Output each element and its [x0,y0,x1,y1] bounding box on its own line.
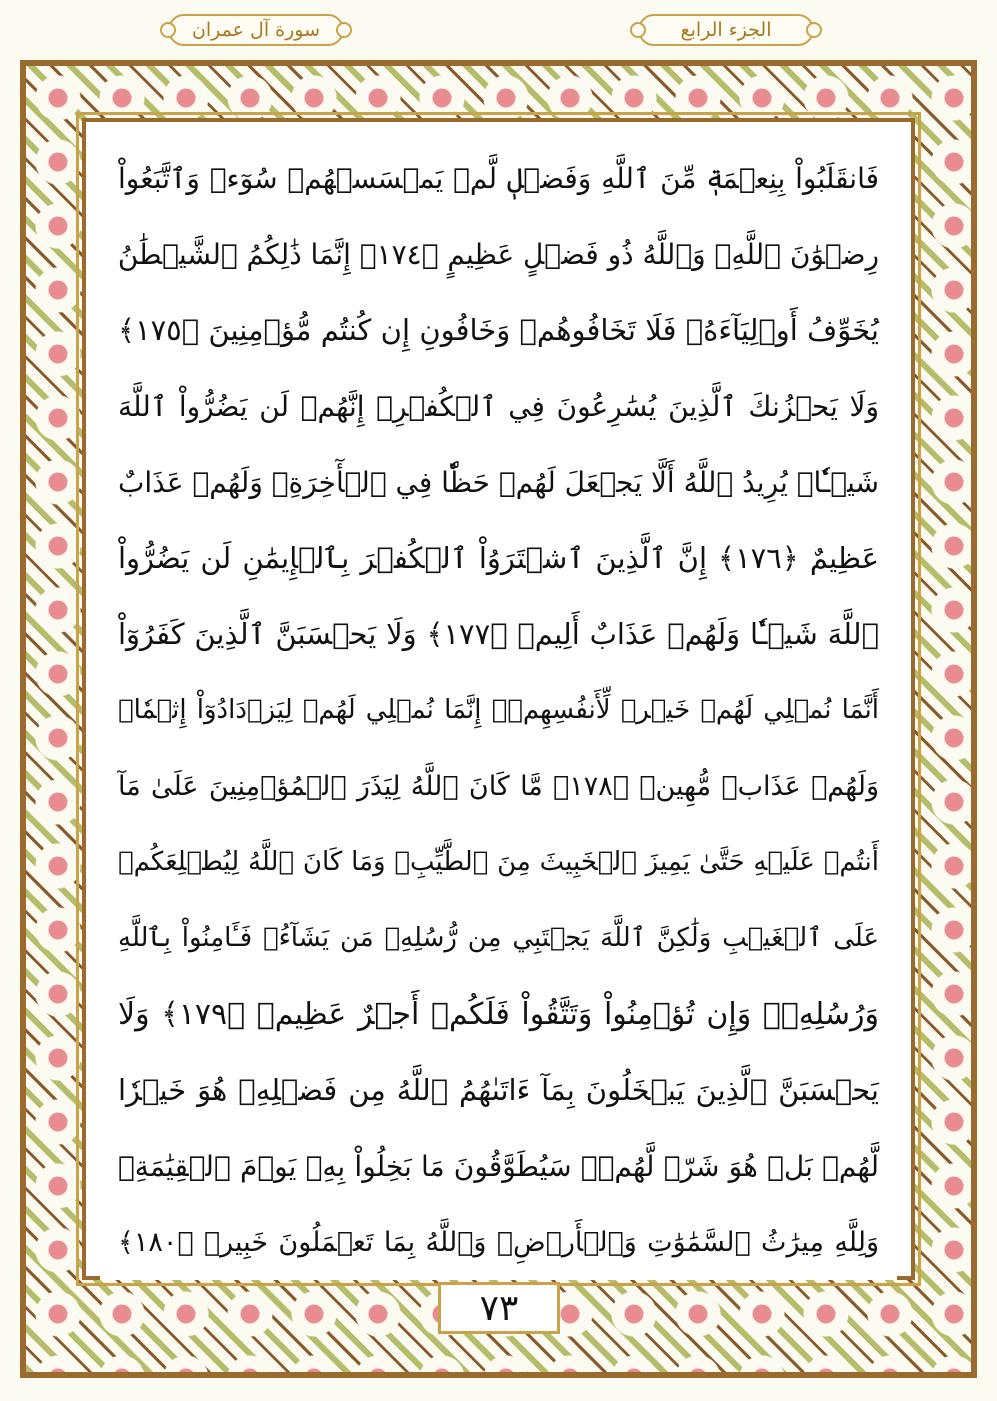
text-line-9: وَلَهُمۡ عَذَابٞ مُّهِينٞ ﴿١٧٨﴾ مَّا كَانَ ٱللَّهُ لِيَذَرَ ٱلۡمُؤۡمِنِينَ عَلَىٰ مَآ [118,770,879,802]
surah-label [168,14,344,46]
text-line-2: رِضۡوَٰنَ ٱللَّهِۗ وَٱللَّهُ ذُو فَضۡلٍ عَظِيمٍ ﴿١٧٤﴾ إِنَّمَا ذَٰلِكُمُ ٱلشَّيۡطَٰنُ [117,237,879,271]
text-line-1: فَانقَلَبُواْ بِنِعۡمَةٖ مِّنَ ٱللَّهِ وَفَضۡلٖ لَّمۡ يَمۡسَسۡهُمۡ سُوٓءٞ وَٱتَّبَعُواْ [118,161,879,195]
text-line-7: ٱللَّهَ شَيۡـٔٗا وَلَهُمۡ عَذَابٌ أَلِيمٞ ﴿١٧٧﴾ وَلَا يَحۡسَبَنَّ ٱلَّذِينَ كَفَرُوٓاْ [118,617,879,651]
text-line-5: شَيۡـٔٗاۗ يُرِيدُ ٱللَّهُ أَلَّا يَجۡعَلَ لَهُمۡ حَظّٗا فِي ٱلۡأٓخِرَةِۖ وَلَهُمۡ عَذَابٌ [118,465,879,499]
surah-label-text: سورة آل عمران [191,19,321,41]
text-line-11: عَلَى ٱلۡغَيۡبِ وَلَٰكِنَّ ٱللَّهَ يَجۡتَبِي مِن رُّسُلِهِۦ مَن يَشَآءُۖ فَـَٔامِنُواْ بِٱللَّهِ [118,923,879,953]
text-line-8: أَنَّمَا نُمۡلِي لَهُمۡ خَيۡرٞ لِّأَنفُسِهِمۡۚ إِنَّمَا نُمۡلِي لَهُمۡ لِيَزۡدَادُوٓاْ إِثۡمٗاۚ [118,695,879,725]
text-line-14: لَّهُمۖ بَلۡ هُوَ شَرّٞ لَّهُمۡۖ سَيُطَوَّقُونَ مَا بَخِلُواْ بِهِۦ يَوۡمَ ٱلۡقِيَٰمَةِۗ [118,1149,879,1183]
text-line-4: وَلَا يَحۡزُنكَ ٱلَّذِينَ يُسَٰرِعُونَ فِي ٱلۡكُفۡرِۚ إِنَّهُمۡ لَن يَضُرُّواْ ٱللَّهَ [118,389,879,423]
page-number-text: ٧٣ [479,1287,519,1329]
quran-text-panel [100,140,897,1280]
page-number [438,1282,560,1334]
text-line-13: يَحۡسَبَنَّ ٱلَّذِينَ يَبۡخَلُونَ بِمَآ ءَاتَىٰهُمُ ٱللَّهُ مِن فَضۡلِهِۦ هُوَ خَيۡرٗا [118,1073,879,1107]
juz-label-text: الجزء الرابع [680,19,772,41]
text-line-15: وَلِلَّهِ مِيرَٰثُ ٱلسَّمَٰوَٰتِ وَٱلۡأَرۡضِۗ وَٱللَّهُ بِمَا تَعۡمَلُونَ خَبِيرٞ ﴿١٨٠﴾ [118,1226,879,1258]
juz-label [638,14,814,46]
text-line-3: يُخَوِّفُ أَوۡلِيَآءَهُۥ فَلَا تَخَافُوهُمۡ وَخَافُونِ إِن كُنتُم مُّؤۡمِنِينَ ﴿١٧٥﴾ [118,313,879,347]
text-line-6: عَظِيمٌ ﴿١٧٦﴾ إِنَّ ٱلَّذِينَ ٱشۡتَرَوُاْ ٱلۡكُفۡرَ بِٱلۡإِيمَٰنِ لَن يَضُرُّواْ [118,541,879,575]
text-line-10: أَنتُمۡ عَلَيۡهِ حَتَّىٰ يَمِيزَ ٱلۡخَبِيثَ مِنَ ٱلطَّيِّبِۗ وَمَا كَانَ ٱللَّهُ لِيُطۡلِعَكُمۡ [118,847,879,877]
text-line-12: وَرُسُلِهِۦۚ وَإِن تُؤۡمِنُواْ وَتَتَّقُواْ فَلَكُمۡ أَجۡرٌ عَظِيمٞ ﴿١٧٩﴾ وَلَا [118,996,879,1032]
